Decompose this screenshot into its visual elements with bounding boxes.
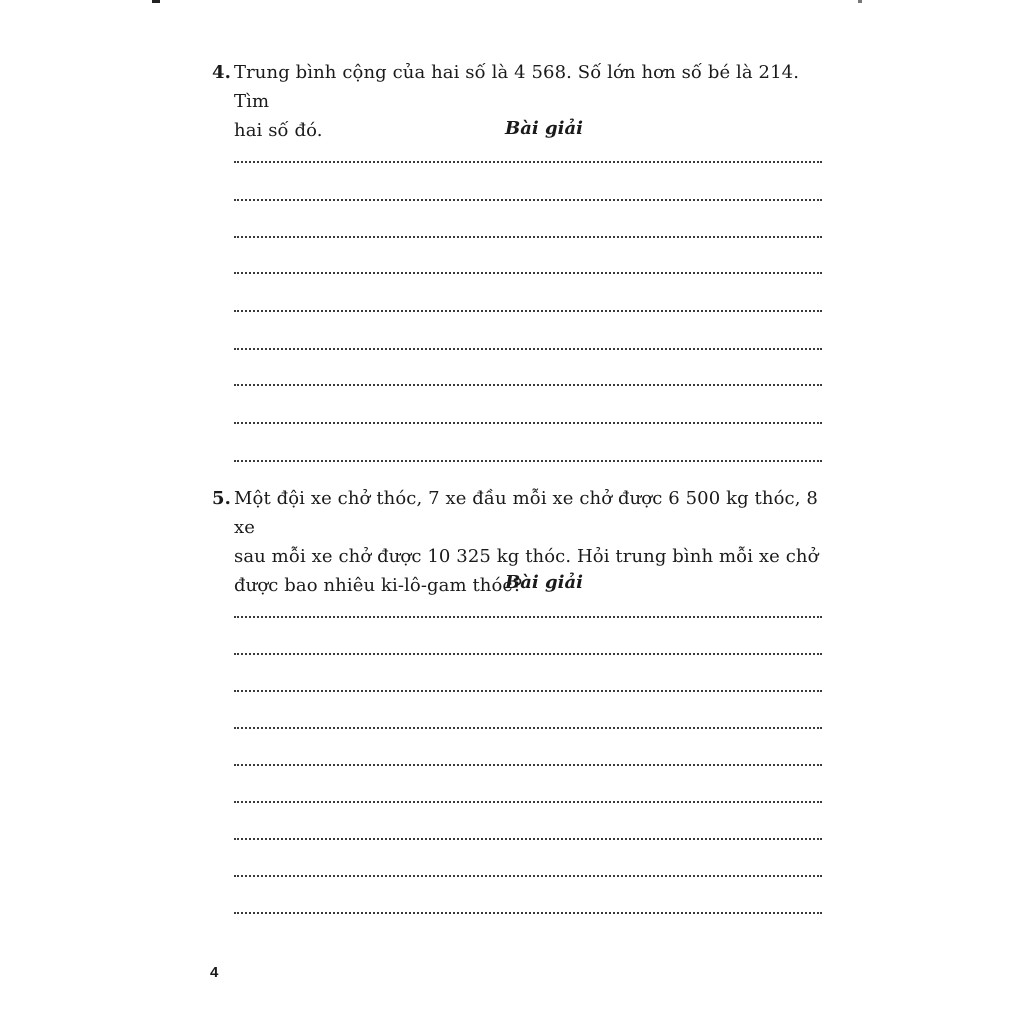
answer-line[interactable]: [234, 272, 822, 274]
answer-line[interactable]: [234, 875, 822, 877]
answer-line[interactable]: [234, 348, 822, 350]
answer-line[interactable]: [234, 801, 822, 803]
answer-line[interactable]: [234, 460, 822, 462]
answer-line[interactable]: [234, 764, 822, 766]
answer-line[interactable]: [234, 161, 822, 163]
answer-line[interactable]: [234, 912, 822, 914]
answer-line[interactable]: [234, 384, 822, 386]
answer-line[interactable]: [234, 422, 822, 424]
problem-line: Một đội xe chở thóc, 7 xe đầu mỗi xe chở được 6 500 kg thóc, 8 xe: [234, 488, 818, 538]
problem-number: 4.: [212, 62, 231, 83]
scan-artifact: [858, 0, 862, 3]
solution-heading: Bài giải: [505, 572, 583, 593]
problem-line: được bao nhiêu ki-lô-gam thóc?: [234, 575, 523, 596]
scan-artifact: [152, 0, 160, 3]
answer-line[interactable]: [234, 653, 822, 655]
problem-number: 5.: [212, 488, 231, 509]
answer-line[interactable]: [234, 236, 822, 238]
answer-line[interactable]: [234, 199, 822, 201]
answer-line[interactable]: [234, 838, 822, 840]
answer-line[interactable]: [234, 310, 822, 312]
problem-line: Trung bình cộng của hai số là 4 568. Số lớn hơn số bé là 214. Tìm: [234, 62, 800, 112]
problem-line: sau mỗi xe chở được 10 325 kg thóc. Hỏi trung bình mỗi xe chở: [234, 546, 819, 567]
page-number: 4: [210, 964, 219, 981]
answer-line[interactable]: [234, 727, 822, 729]
solution-heading: Bài giải: [505, 118, 583, 139]
answer-line[interactable]: [234, 690, 822, 692]
answer-line[interactable]: [234, 616, 822, 618]
problem-line: hai số đó.: [234, 120, 323, 141]
